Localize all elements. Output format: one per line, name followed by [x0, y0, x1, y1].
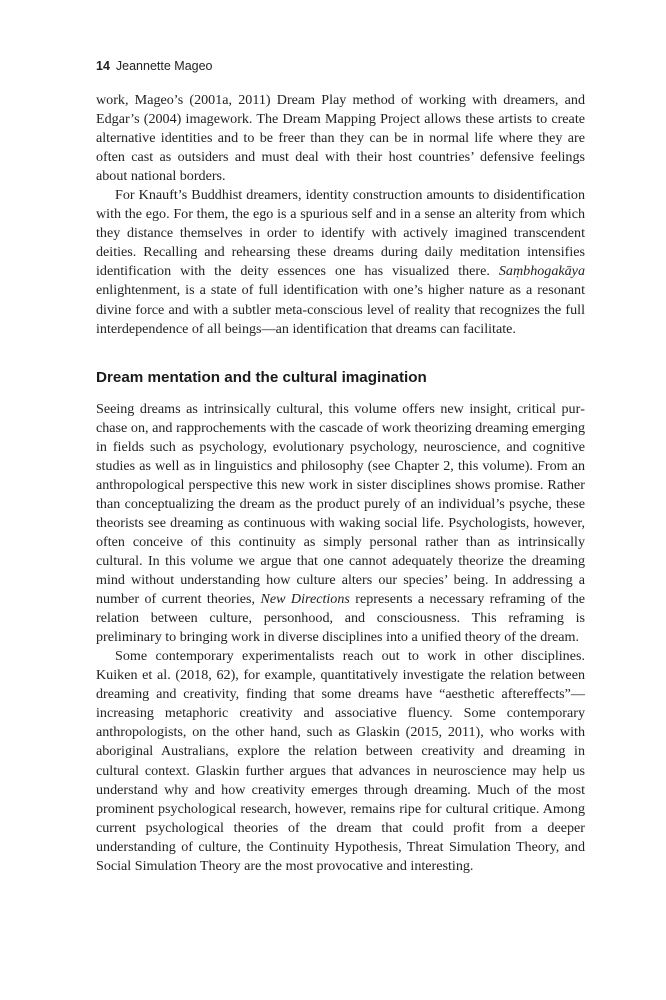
running-head	[96, 58, 585, 74]
paragraph-dream-mentation	[96, 400, 585, 648]
paragraph-text: represents a necessary reframing of the relation between culture, personhood, and consciousness. This reframing is preliminary to bringing work in diverse disciplines into a unified theory of the dream.	[96, 591, 585, 646]
paragraph-text: For Knauft’s Buddhist dreamers, identity construction amounts to disidentification with the ego. For them, the ego is a spurious self and in a sense an alterity from which they distance themselves in order to identify with actively imagined transcendent deities. Recalling and rehearsing these dreams during daily meditation intensifies identification with the deity essences one has visualized there.	[96, 187, 585, 280]
body-text	[96, 91, 585, 876]
book-page	[96, 58, 585, 876]
paragraph-text: enlightenment, is a state of full identification with one’s higher nature as a resonant divine force and with a subtler meta-conscious level of reality that recognizes the full interdependence of all beings—an identification that dreams can facilitate.	[96, 282, 585, 337]
running-head-author: Jeannette Mageo	[115, 59, 213, 73]
paragraph-knauft	[96, 186, 585, 338]
section-heading: Dream mentation and the cultural imagination	[96, 368, 427, 386]
page-number: 14	[96, 59, 110, 73]
paragraph-experimentalists: Some contemporary experimentalists reach out to work in other disciplines. Kuiken et al. (2018, 62), for example, quantitatively investigate the relation between dreaming and creativity, finding that some dreams have “aesthetic aftereffects”—increasing metaphoric creativity and associative fluency. Some contemporary anthropologists, on the other hand, such as Glaskin (2015, 2011), who works with aboriginal Australians, explore the relation between creativity and dreaming in cultural context. Glaskin further argues that advances in neuroscience may help us understand why and how creativity emerges through dreaming. Much of the most prominent psychological research, however, remains ripe for cultural critique. Among current psychological theories of the dream that could profit from a deeper understanding of culture, the Continuity Hypothesis, Threat Simulation Theory, and Social Simulation Theory are the most provocative and interesting.	[96, 648, 585, 874]
paragraph-continued: work, Mageo’s (2001a, 2011) Dream Play method of working with dreamers, and Edgar’s (2004) imagework. The Dream Mapping Project allows these artists to create alternative identities and to be freer than they can be in normal life where they are often cast as outsiders and must deal with their host countries’ defensive feelings about national borders.	[96, 92, 585, 185]
paragraph-text: Seeing dreams as intrinsically cultural, this volume offers new insight, critical purchase on, and rapprochements with the cascade of work theorizing dreaming emerging in fields such as psychology, evolutionary psychology, neuroscience, and cognitive studies as well as in linguistics and philosophy (see Chapter 2, this volume). From an anthropological perspective this new work in sister disciplines shows promise. Rather than conceptualizing the dream as the product purely of an individual’s psyche, these theorists see dreaming as continuous with waking social life. Psychologists, however, often conceive of this continuity as simply personal rather than as intrinsically cultural. In this volume we argue that one cannot adequately theorize the dreaming mind without understanding how culture alters our species’ being. In addressing a number of current theories,	[96, 400, 585, 608]
italic-book-title: New Directions	[260, 591, 350, 608]
italic-term: Saṃbhogakāya	[498, 263, 585, 280]
